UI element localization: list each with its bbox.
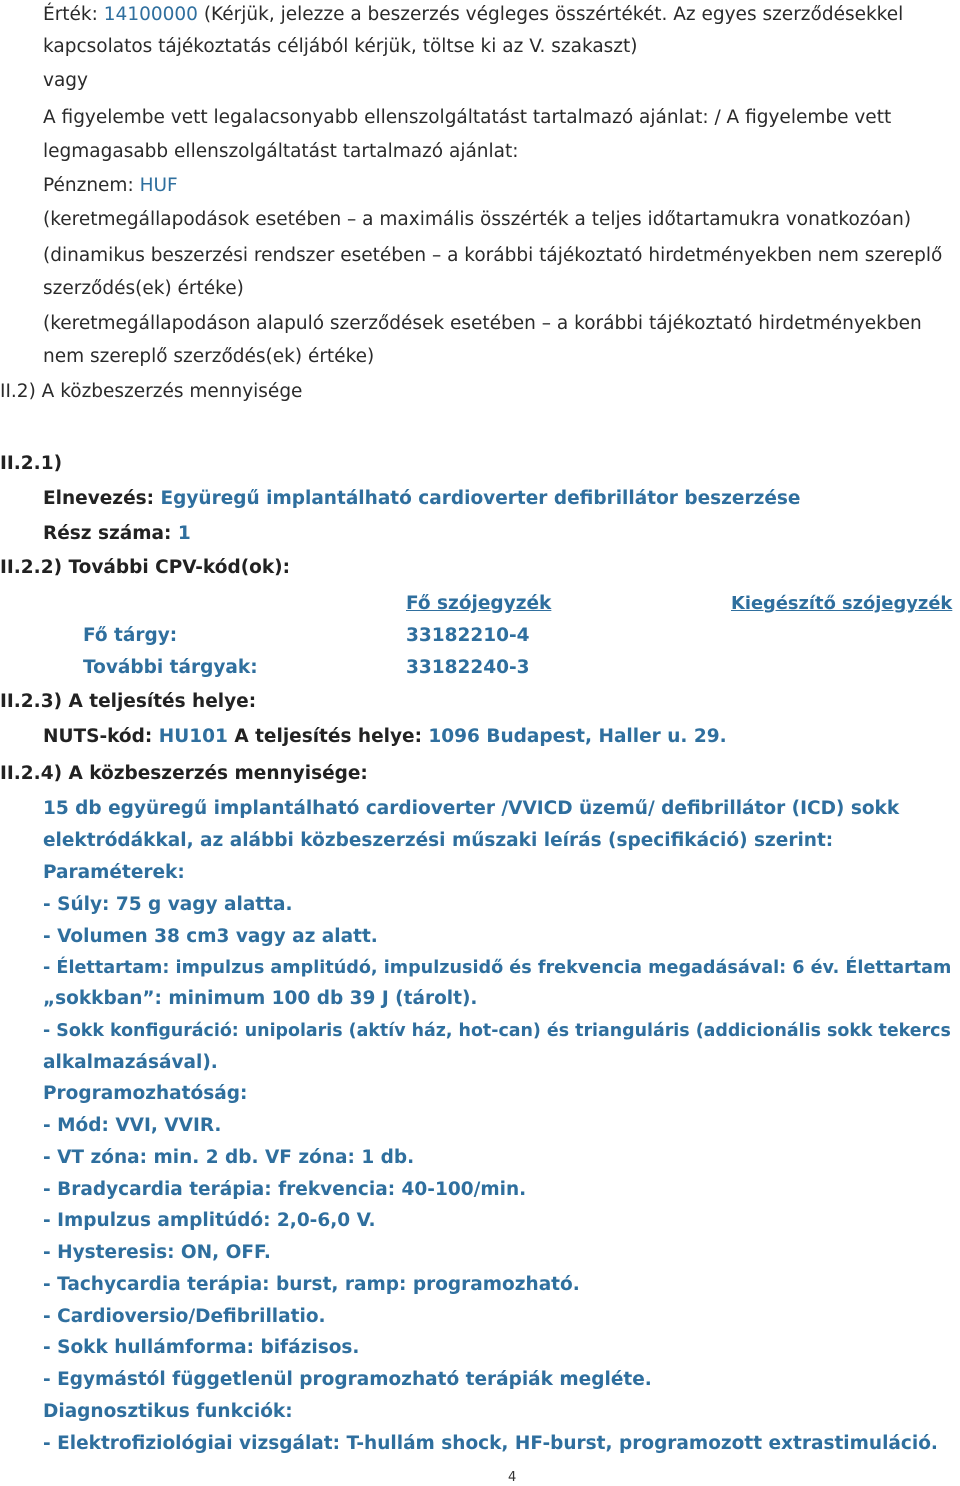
quantity-line: elektródákkal, az alábbi közbeszerzési műszaki leírás (specifikáció) szerint:	[43, 830, 834, 851]
place-line	[43, 724, 727, 750]
quantity-line: - Egymástól függetlenül programozható terápiák megléte.	[43, 1369, 652, 1390]
quantity-line: „sokkban”: minimum 100 db 39 J (tárolt).	[43, 988, 478, 1009]
quantity-line: Diagnosztikus funkciók:	[43, 1401, 293, 1422]
quantity-line: - Volumen 38 cm3 vagy az alatt.	[43, 926, 378, 947]
title-line	[43, 486, 800, 512]
quantity-line: - Mód: VVI, VVIR.	[43, 1115, 222, 1136]
value-line	[43, 2, 903, 28]
page-number: 4	[508, 1470, 517, 1485]
section-ii21-heading: II.2.1)	[0, 453, 63, 474]
framework-contract-note-1: (keretmegállapodáson alapuló szerződések esetében – a korábbi tájékoztató hirdetményekben	[43, 313, 922, 334]
place-label: A teljesítés helye:	[234, 726, 422, 747]
quantity-line: - Élettartam: impulzus amplitúdó, impulzusidő és frekvencia megadásával: 6 év. Élettartam	[43, 958, 952, 978]
currency-label: Pénznem:	[43, 175, 134, 196]
quantity-line: 15 db együregű implantálható cardioverter /VVICD üzemű/ defibrillátor (ICD) sokk	[43, 798, 900, 819]
title-label: Elnevezés:	[43, 488, 155, 509]
quantity-line: - Impulzus amplitúdó: 2,0-6,0 V.	[43, 1210, 376, 1231]
framework-contract-note-2: nem szereplő szerződés(ek) értéke)	[43, 346, 375, 367]
or-text: vagy	[43, 70, 88, 91]
cpv-row-code: 33182210-4	[406, 625, 530, 646]
quantity-line: Paraméterek:	[43, 862, 185, 883]
dynamic-system-note-1: (dinamikus beszerzési rendszer esetében – a korábbi tájékoztató hirdetményekben nem szereplő	[43, 245, 943, 266]
currency-value: HUF	[139, 175, 178, 196]
section-ii23-heading: II.2.3) A teljesítés helye:	[0, 691, 257, 712]
quantity-line: - Sokk konfiguráció: unipolaris (aktív ház, hot-can) és trianguláris (addicionális sokk tekercs	[43, 1021, 951, 1041]
quantity-line: - Cardioversio/Defibrillatio.	[43, 1306, 326, 1327]
quantity-line: alkalmazásával).	[43, 1052, 218, 1073]
section-ii22-heading: II.2.2) További CPV-kód(ok):	[0, 557, 291, 578]
value-note: (Kérjük, jelezze a beszerzés végleges összértékét. Az egyes szerződésekkel	[203, 4, 904, 25]
quantity-line: - Elektrofiziológiai vizsgálat: T-hullám shock, HF-burst, programozott extrastimuláció.	[43, 1433, 938, 1454]
cpv-row-label: Fő tárgy:	[83, 625, 178, 646]
framework-note: (keretmegállapodások esetében – a maximális összérték a teljes időtartamukra vonatkozóan)	[43, 209, 912, 230]
quantity-line: - Bradycardia terápia: frekvencia: 40-100/min.	[43, 1179, 527, 1200]
section-ii2-heading: II.2) A közbeszerzés mennyisége	[0, 381, 303, 402]
quantity-line: - Tachycardia terápia: burst, ramp: programozható.	[43, 1274, 580, 1295]
cpv-main-vocabulary-header: Fő szójegyzék	[406, 593, 552, 614]
nuts-label: NUTS-kód:	[43, 726, 153, 747]
quantity-line: - Súly: 75 g vagy alatta.	[43, 894, 293, 915]
place-value: 1096 Budapest, Haller u. 29.	[428, 726, 727, 747]
dynamic-system-note-2: szerződés(ek) értéke)	[43, 278, 244, 299]
nuts-value: HU101	[158, 726, 228, 747]
offer-range-line-1: A figyelembe vett legalacsonyabb ellenszolgáltatást tartalmazó ajánlat: / A figyelembe vett	[43, 107, 892, 128]
lot-number-line	[43, 521, 191, 547]
value-label: Érték:	[43, 4, 98, 25]
title-value: Együregű implantálható cardioverter defibrillátor beszerzése	[160, 488, 801, 509]
quantity-line: - VT zóna: min. 2 db. VF zóna: 1 db.	[43, 1147, 415, 1168]
cpv-row-label: További tárgyak:	[83, 657, 258, 678]
quantity-line: - Hysteresis: ON, OFF.	[43, 1242, 271, 1263]
lot-number-value: 1	[177, 523, 191, 544]
section-ii24-heading: II.2.4) A közbeszerzés mennyisége:	[0, 763, 368, 784]
offer-range-line-2: legmagasabb ellenszolgáltatást tartalmazó ajánlat:	[43, 141, 519, 162]
value-amount: 14100000	[103, 4, 198, 25]
lot-number-label: Rész száma:	[43, 523, 172, 544]
quantity-line: - Sokk hullámforma: bifázisos.	[43, 1337, 360, 1358]
currency-line	[43, 173, 178, 199]
value-note-cont: kapcsolatos tájékoztatás céljából kérjük, töltse ki az V. szakaszt)	[43, 36, 638, 57]
cpv-row-code: 33182240-3	[406, 657, 530, 678]
cpv-supplementary-vocabulary-header: Kiegészítő szójegyzék	[731, 593, 953, 614]
quantity-line: Programozhatóság:	[43, 1083, 248, 1104]
